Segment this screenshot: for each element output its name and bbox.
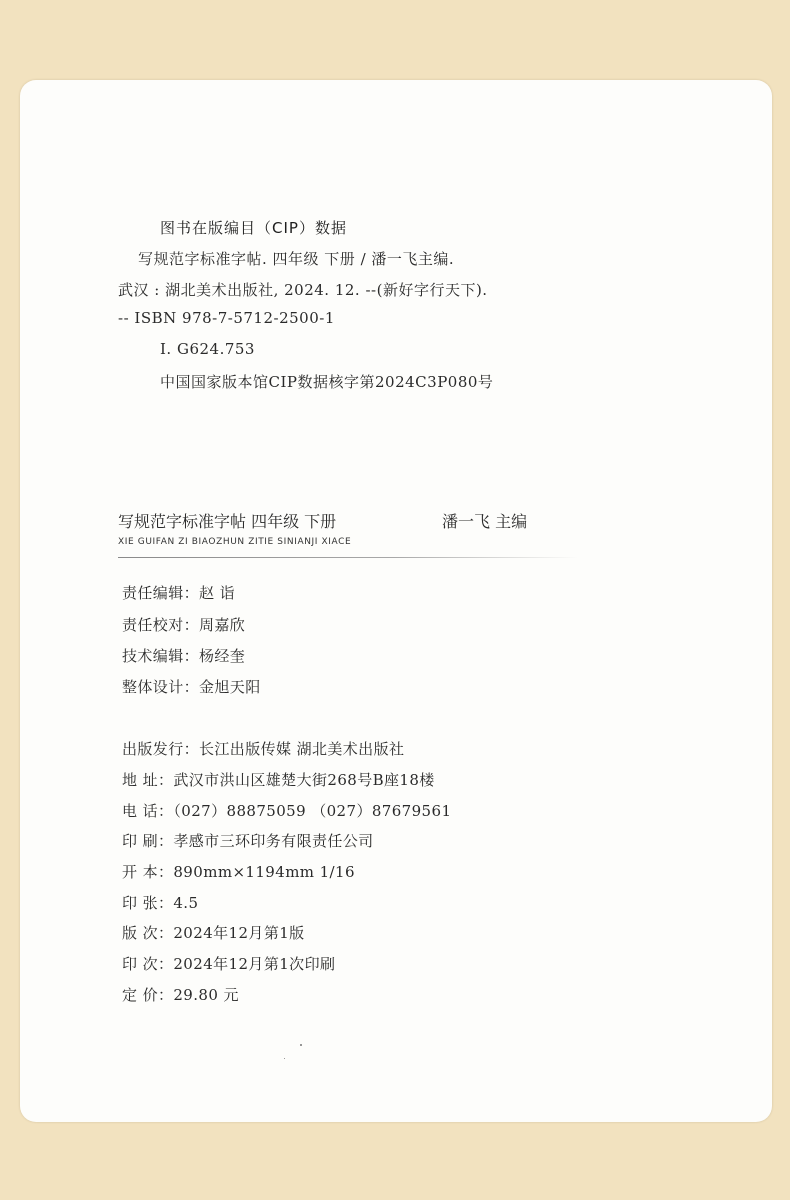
divider-rule xyxy=(118,557,578,558)
pub-edition: 版 次：2024年12月第1版 xyxy=(122,924,305,942)
pub-price: 定 价：29.80 元 xyxy=(122,986,239,1004)
speck-mark xyxy=(300,1044,302,1046)
pub-phone: 电 话：（027）88875059 （027）87679561 xyxy=(122,802,452,820)
book-editor: 潘一飞 主编 xyxy=(442,512,528,531)
pub-printing: 印 次：2024年12月第1次印刷 xyxy=(122,955,336,973)
cip-line-title: 写规范字标准字帖. 四年级 下册 / 潘一飞主编. xyxy=(138,250,455,268)
staff-designer: 整体设计：金旭天阳 xyxy=(122,678,261,696)
cip-line-publisher: 武汉 : 湖北美术出版社, 2024. 12. --(新好字行天下). xyxy=(118,281,488,299)
cip-line-isbn: -- ISBN 978-7-5712-2500-1 xyxy=(118,309,335,327)
staff-editor: 责任编辑：赵 诣 xyxy=(122,584,235,602)
staff-proofreader: 责任校对：周嘉欣 xyxy=(122,616,246,634)
copyright-page xyxy=(20,80,772,1122)
staff-technical-editor: 技术编辑：杨经奎 xyxy=(122,647,246,665)
pub-address: 地 址：武汉市洪山区雄楚大街268号B座18楼 xyxy=(122,771,435,789)
pub-publisher: 出版发行：长江出版传媒 湖北美术出版社 xyxy=(122,740,405,758)
book-title-pinyin: XIE GUIFAN ZI BIAOZHUN ZITIE SINIANJI XIACE xyxy=(118,537,352,547)
cip-line-classification: Ⅰ. G624.753 xyxy=(160,340,255,358)
pub-format: 开 本：890mm×1194mm 1/16 xyxy=(122,863,355,881)
cip-heading: 图书在版编目（CIP）数据 xyxy=(160,219,347,237)
cip-line-record-number: 中国国家版本馆CIP数据核字第2024C3P080号 xyxy=(160,373,494,391)
speck-mark xyxy=(284,1058,285,1059)
pub-printer: 印 刷：孝感市三环印务有限责任公司 xyxy=(122,832,374,850)
pub-sheets: 印 张：4.5 xyxy=(122,894,199,912)
book-title: 写规范字标准字帖 四年级 下册 xyxy=(118,512,337,531)
